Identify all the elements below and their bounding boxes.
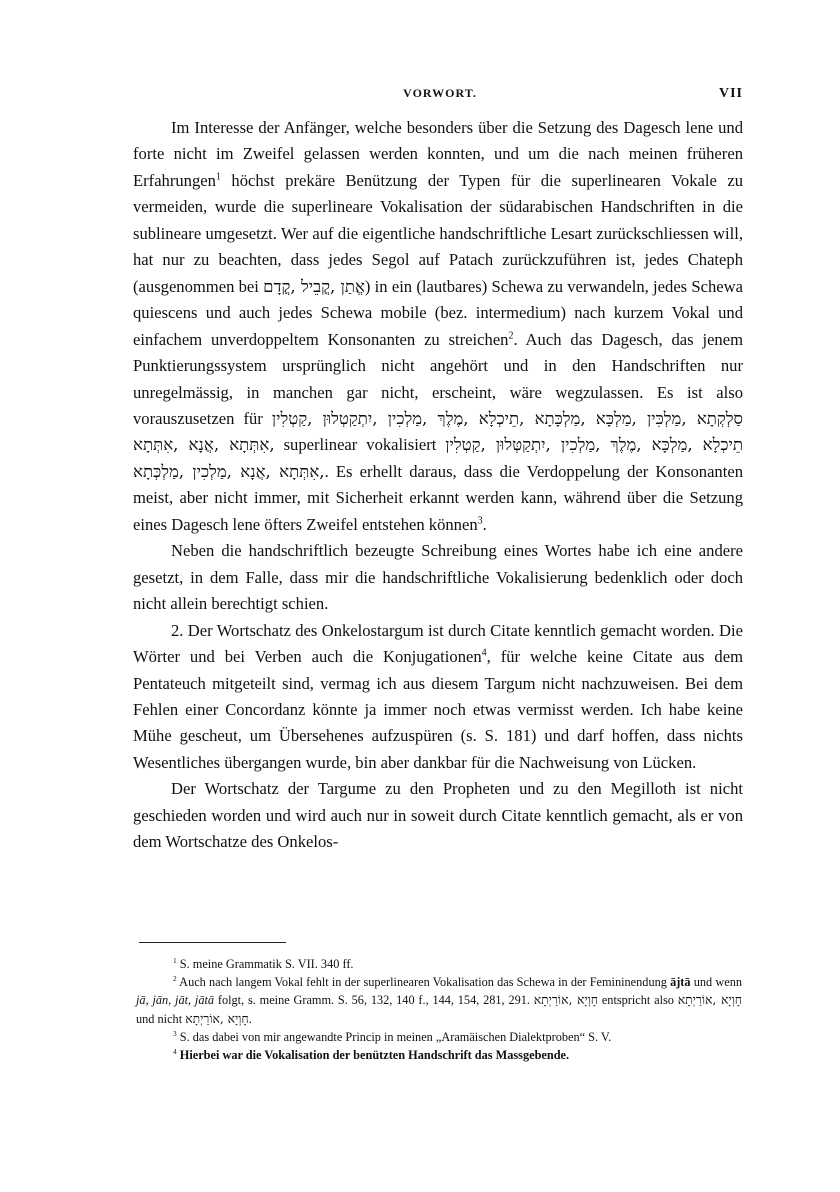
footnote-text: folgt, s. meine Gramm. S. 56, 132, 140 f., 144, 154, 281, 291.: [214, 993, 534, 1008]
text-run: .: [482, 514, 487, 534]
footnote-mark: 4: [173, 1046, 177, 1056]
page-header: [137, 86, 743, 106]
text-run: superlinear vokalisiert: [274, 435, 446, 455]
footnote-text: entspricht also: [598, 993, 678, 1008]
footnote-ref: 4: [481, 647, 487, 659]
main-text: [133, 115, 743, 856]
text-run: . Auch das Dagesch, das jenem Punktierungssystem ursprünglich nicht angehört und in den Handschriften nur unregelmässig, in manchen gar nicht, erscheint, wäre wegzulassen. Es ist also vorauszusetzen für: [133, 329, 743, 428]
paragraph: [133, 618, 743, 777]
text-run: höchst prekäre Benützung der Typen für die superlinearen Vokale zu vermeiden, wurde die superlineare Vokalisation der südarabischen Handschriften in die sublineare umgesetzt. Wer auf die eigentliche handschriftliche Lesart zurückschliessen will, hat nur zu beachten, dass jedes Segol auf Patach zurückzuführen ist, jedes Chateph (ausgenommen bei: [133, 170, 743, 296]
footnote: [136, 1028, 742, 1046]
running-head: VORWORT.: [403, 86, 477, 100]
spaced-form: ājtā: [670, 975, 691, 990]
footnote-text: und wenn: [690, 975, 742, 990]
text-run: 2. Der Wortschatz des Onkelostargum ist durch Citate kenntlich gemacht worden. Die Wörter und bei Verben auch die Konjugationen: [133, 620, 743, 667]
footnote-ref: 2: [508, 330, 514, 342]
footnote-ref: 1: [215, 171, 221, 183]
footnote: [136, 1046, 742, 1064]
paragraph: Der Wortschatz der Targume zu den Propheten und zu den Megilloth ist nicht geschieden worden und wird auch nur in soweit durch Citate kenntlich gemacht, als er von dem Wortschatze des Onkelos-: [133, 779, 743, 852]
hebrew-forms: חָוְיָא ,אוֹרַיְתָא: [185, 1011, 249, 1026]
paragraph: Neben die handschriftlich bezeugte Schreibung eines Wortes habe ich eine andere gesetzt, in dem Falle, dass mir die handschriftliche Vokalisierung bedenklich oder doch nicht allein berechtigt schien.: [133, 541, 743, 614]
page-number: VII: [718, 86, 743, 101]
hebrew-forms: אֱתַן ,קֳבֵיל ,קֳדָם: [263, 276, 365, 296]
footnote-mark: 3: [173, 1028, 177, 1038]
footnote-text: Hierbei war die Vokalisation der benützten Handschrift das Massgebende.: [176, 1048, 570, 1063]
text-run: ) in ein (lautbares) Schewa zu verwandeln, jedes Schewa quiescens und auch jedes Schewa mobile (bez. intermedium) nach kurzem Vokal und einfachem unverdoppeltem Konsonanten zu streichen: [133, 276, 743, 349]
footnote-text: Auch nach langem Vokal fehlt in der superlinearen Vokalisation das Schewa in der Femininendung: [176, 975, 671, 990]
hebrew-forms: תֵיכְלָא ,מַלְכָּא ,מֶלֶךְ ,מַלְכִין ,יִתְקַטְּלוּן ,קַטְלִין ,אִתְּתָא ,אֲנָא ,מַלְכִין ,מַלְכְּתָא: [133, 435, 743, 481]
text-run: Im Interesse der Anfänger, welche besonders über die Setzung des Dagesch lene und forte nicht im Zweifel gelassen werden konnten, und um die nach meinen früheren Erfahrungen: [133, 118, 743, 190]
footnote-mark: 1: [173, 955, 177, 965]
hebrew-forms: חָוְיָא ,אוֹרַיְתָא: [533, 993, 599, 1008]
footnotes: [136, 955, 742, 1064]
footnote-text: und nicht: [136, 1011, 186, 1026]
text-run: , für welche keine Citate aus dem Pentateuch mitgeteilt sind, vermag ich aus diesem Targum nicht nachzuweisen. Bei dem Fehlen einer Concordanz könnte ja immer noch etwas vermisst werden. Ich habe keine Mühe gescheut, um Übersehenes aufzuspüren (s. S. 181) und darf hoffen, dass nichts Wesentliches übergangen wurde, bin aber dankbar für die Nachweisung von Lücken.: [133, 647, 743, 772]
paragraph: [133, 115, 743, 538]
footnote-rule: [139, 942, 286, 943]
footnote: [136, 955, 742, 973]
footnote: [136, 973, 742, 1028]
footnote-text: .: [248, 1011, 252, 1026]
italic-forms: jā, jān, jāt, jātā: [136, 993, 215, 1008]
footnote-ref: 3: [477, 515, 483, 527]
footnote-text: S. meine Grammatik S. VII. 340 ff.: [176, 957, 354, 971]
text-run: . Es erhellt daraus, dass die Verdoppelung der Konsonanten meist, aber nicht immer, mit Sicherheit erkannt werden kann, während über die Setzung eines Dagesch lene öfters Zweifel entstehen können: [133, 461, 743, 534]
footnote-text: S. das dabei von mir angewandte Princip in meinen „Aramäischen Dialektproben“ S. V.: [176, 1029, 612, 1044]
footnote-mark: 2: [173, 974, 177, 984]
hebrew-forms: חָוְיָא ,אוֹרַיְתָא: [677, 993, 743, 1008]
hebrew-forms: סַלְקְתָא ,מַלְכִּין ,מַלְכָּא ,מַלְכָּתָא ,תֵיכְלָא ,מֶלֶךְ ,מַלְכִין ,יִתְקַטְלוּן ,קַטְלִין ,אִתְּתָא ,אֲנָא ,אִתְּתָא: [133, 408, 743, 455]
